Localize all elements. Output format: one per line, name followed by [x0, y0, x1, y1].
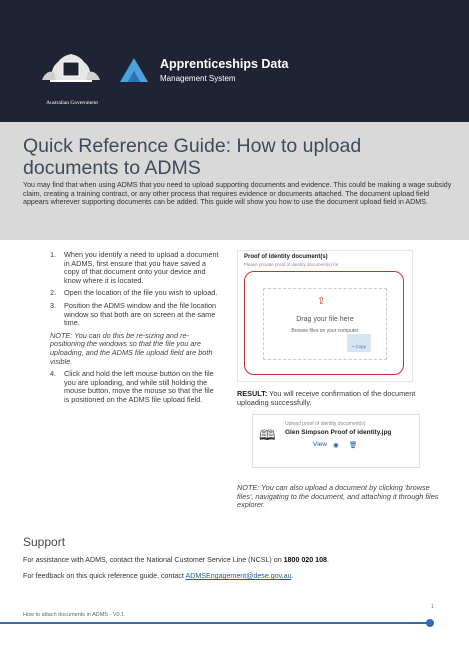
- uploaded-file-name: Glen Simpson Proof of identity.jpg: [285, 429, 392, 436]
- support-line2-suffix: .: [291, 572, 294, 580]
- support-heading: Support: [23, 535, 66, 549]
- view-link[interactable]: View: [313, 441, 327, 448]
- support-email-link[interactable]: ADMSEngagement@dese.gov.au: [185, 572, 292, 580]
- footer-rule: [0, 622, 430, 624]
- result-message: You will receive confirmation of the document uploading successfully.: [237, 389, 416, 407]
- upload-field-help: Please provide proof of identity document(s) for: [244, 262, 339, 267]
- support-phone: 1800 020 108: [283, 556, 328, 564]
- dragged-file-preview: + Copy: [347, 334, 371, 352]
- step-item: [50, 302, 220, 328]
- adms-logo-icon: [118, 56, 150, 84]
- step-text: When you identify a need to upload a document in ADMS, first ensure that you have saved a copy of that document onto your device and know where it is located.: [64, 250, 219, 285]
- government-crest-icon: [32, 50, 110, 86]
- government-wordmark: Australian Government: [46, 100, 98, 106]
- positioning-note: NOTE: You can do this be re-sizing and re-positioning the windows so that the file you are uploading, and the ADMS file upload field are both visible.: [50, 330, 213, 366]
- file-dropzone[interactable]: [244, 271, 404, 375]
- trash-icon[interactable]: 🗑: [349, 442, 358, 449]
- eye-icon[interactable]: ◉: [333, 442, 339, 449]
- footer-text: How to attach documents in ADMS - V0.1: [23, 612, 125, 618]
- step-number: 2.: [50, 288, 57, 298]
- step-item: [50, 289, 220, 298]
- step-number: 1.: [50, 250, 57, 259]
- step-item: [50, 251, 220, 285]
- system-title: Apprenticeships Data: [160, 57, 289, 71]
- footer-dot: [426, 619, 434, 627]
- upload-field-screenshot: [237, 250, 413, 382]
- upload-field-title: Proof of identity document(s): [244, 254, 328, 260]
- support-line1-suffix: .: [327, 556, 329, 564]
- support-ncsl-line: [23, 556, 329, 564]
- system-subtitle: Management System: [160, 74, 236, 83]
- document-icon: 🕮: [259, 427, 276, 443]
- steps-list: [50, 251, 220, 409]
- step-text: Click and hold the left mouse button on the file you are uploading, and while still holding the mouse button, move the mouse so that the file is positioned on the ADMS file upload field.: [64, 369, 214, 404]
- uploaded-document-screenshot: [252, 414, 420, 468]
- step-number: 3.: [50, 300, 57, 310]
- support-line2-prefix: For feedback on this quick reference guide, contact: [23, 572, 186, 580]
- step-text: Open the location of the file you wish to upload.: [64, 288, 218, 298]
- intro-paragraph: You may find that when using ADMS that you need to upload supporting documents and evidence. This could be making a wage subsidy claim, creating a training contract, or any other process that requires evidence or documents attached. The document upload field appears wherever supporting documents can be added. This guide will show you how to use the document upload field in ADMS.: [23, 181, 452, 207]
- support-line1-prefix: For assistance with ADMS, contact the National Customer Service Line (NCSL) on: [23, 556, 284, 564]
- upload-cloud-icon: ⇪: [317, 296, 326, 307]
- step-number: 4.: [50, 369, 57, 379]
- result-label: RESULT:: [237, 389, 268, 398]
- drag-file-text: Drag your file here: [296, 316, 354, 323]
- step-text: Position the ADMS window and the file location window so that both are on screen at the same time.: [64, 300, 217, 328]
- uploaded-heading: Upload proof of identity document(s): [285, 421, 366, 427]
- support-feedback-line: [23, 572, 294, 580]
- page-number: 1: [431, 604, 434, 610]
- browse-files-link[interactable]: Browse files on your computer: [291, 328, 359, 334]
- result-text: [237, 390, 427, 408]
- browse-note: NOTE: You can also upload a document by clicking 'browse files', navigating to the document, and attaching it through files explorer.: [237, 483, 439, 510]
- page-title: Quick Reference Guide: How to upload documents to ADMS: [23, 135, 362, 179]
- step-item: [50, 370, 220, 404]
